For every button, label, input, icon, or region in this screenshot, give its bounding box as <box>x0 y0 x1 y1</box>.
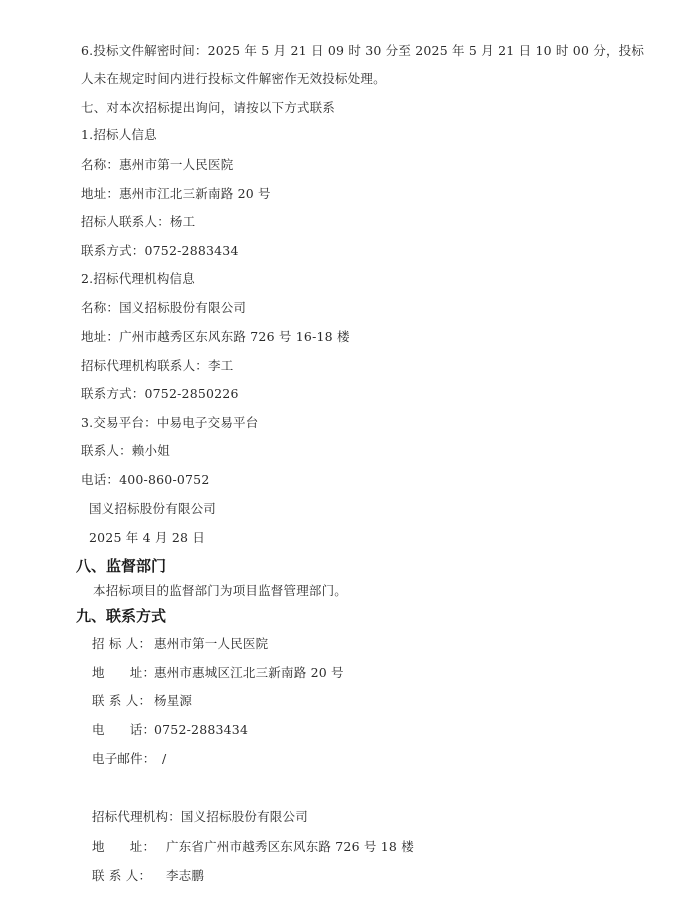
tenderer-contact: 招标人联系人：杨工 <box>81 214 196 229</box>
contact-agency-address <box>92 839 414 855</box>
agency-address: 地址：广州市越秀区东风东路 726 号 16-18 楼 <box>81 329 350 344</box>
contact-tenderer-person-value: 杨星源 <box>154 693 193 708</box>
platform-phone: 电话：400-860-0752 <box>81 472 210 487</box>
tenderer-info-title: 1.招标人信息 <box>81 127 157 142</box>
item6-line1: 6.投标文件解密时间：2025 年 5 月 21 日 09 时 30 分至 2025 年 5 月 21 日 10 时 00 分，投标 <box>81 43 645 58</box>
agency-phone: 联系方式：0752-2850226 <box>81 386 239 401</box>
agency-contact: 招标代理机构联系人：李工 <box>81 358 234 373</box>
platform-title: 3.交易平台：中易电子交易平台 <box>81 415 259 430</box>
contact-tenderer-email <box>92 751 166 767</box>
contact-agency-person-label: 联 系 人： <box>92 868 152 883</box>
contact-tenderer-person <box>92 693 192 709</box>
contact-tenderer-phone <box>92 722 248 738</box>
contact-tenderer-address-value: 惠州市惠城区江北三新南路 20 号 <box>154 665 344 680</box>
contact-tenderer-person-label: 联 系 人： <box>92 693 152 708</box>
tenderer-address: 地址：惠州市江北三新南路 20 号 <box>81 186 271 201</box>
contact-agency-address-label: 地 址： <box>92 839 156 854</box>
contact-tenderer-email-label: 电子邮件： <box>92 751 156 766</box>
contact-tenderer-phone-value: 0752-2883434 <box>154 722 249 737</box>
contact-agency-org <box>92 809 308 825</box>
contact-agency-org-value: 国义招标股份有限公司 <box>180 809 308 824</box>
contact-tenderer-address-label: 地 址： <box>92 665 156 680</box>
contact-tenderer-address <box>92 665 344 681</box>
section8-title: 八、监督部门 <box>76 557 167 575</box>
contact-tenderer-org-value: 惠州市第一人民医院 <box>154 636 269 651</box>
tenderer-name: 名称：惠州市第一人民医院 <box>81 157 234 172</box>
contact-agency-person-value: 李志鹏 <box>166 868 205 883</box>
signature-date: 2025 年 4 月 28 日 <box>89 530 206 545</box>
section9-title: 九、联系方式 <box>76 607 167 625</box>
item6-line2: 人未在规定时间内进行投标文件解密作无效投标处理。 <box>81 71 386 86</box>
contact-agency-person <box>92 868 204 884</box>
agency-name: 名称：国义招标股份有限公司 <box>81 300 247 315</box>
contact-agency-org-label: 招标代理机构： <box>92 809 181 824</box>
agency-info-title: 2.招标代理机构信息 <box>81 271 195 286</box>
contact-tenderer-org-label: 招 标 人： <box>92 636 152 651</box>
platform-contact: 联系人：赖小姐 <box>81 443 170 458</box>
tenderer-phone: 联系方式：0752-2883434 <box>81 243 239 258</box>
signature-org: 国义招标股份有限公司 <box>89 501 217 516</box>
section8-body: 本招标项目的监督部门为项目监督管理部门。 <box>93 583 348 598</box>
contact-tenderer-org <box>92 636 268 652</box>
contact-tenderer-email-value: / <box>162 751 167 766</box>
section7-title: 七、对本次招标提出询问，请按以下方式联系 <box>81 100 336 115</box>
contact-agency-address-value: 广东省广州市越秀区东风东路 726 号 18 楼 <box>166 839 414 854</box>
contact-tenderer-phone-label: 电 话： <box>92 722 156 737</box>
